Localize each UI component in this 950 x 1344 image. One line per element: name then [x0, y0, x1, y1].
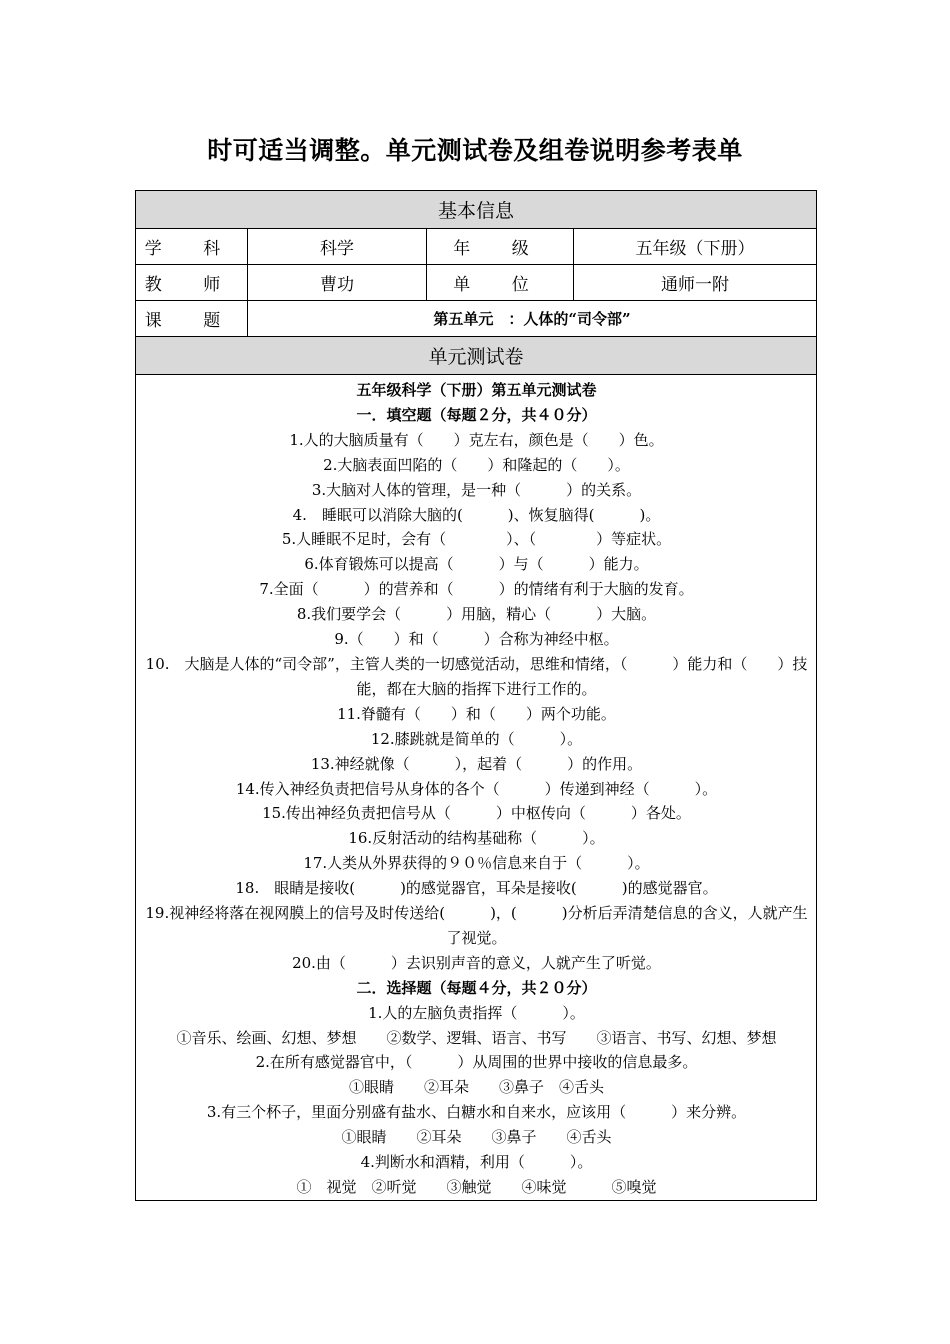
question-line: 16.反射活动的结构基础称（ ）。: [348, 829, 605, 848]
question-line: 10. 大脑是人体的“司令部”，主管人类的一切感觉活动，思维和情绪，（ ）能力和（ ）技能，都在大脑的指挥下进行工作的。: [145, 654, 808, 698]
question-line: 6.体育锻炼可以提高（ ）与（ ）能力。: [304, 555, 649, 574]
question-line: 4.判断水和酒精，利用（ ）。: [360, 1153, 593, 1172]
question-line: 15.传出神经负责把信号从（ ）中枢传向（ ）各处。: [262, 804, 691, 823]
subject-label: 学 科: [144, 239, 239, 259]
question-line: 8.我们要学会（ ）用脑，精心（ ）大脑。: [296, 605, 657, 624]
question-line: 13.神经就像（ ），起着（ ）的作用。: [310, 754, 643, 773]
question-line: 4. 睡眠可以消除大脑的( )、恢复脑得( )。: [292, 505, 661, 524]
question-line: 2.在所有感觉器官中，（ ）从周围的世界中接收的信息最多。: [255, 1053, 698, 1072]
fill-question-list: [145, 428, 808, 976]
reference-form-table: [135, 190, 817, 1201]
grade-value: 五年级（下册）: [574, 229, 817, 265]
basic-info-header: 基本信息: [136, 191, 817, 229]
question-line: 11.脊髓有（ ）和（ ）两个功能。: [337, 704, 616, 723]
section-fill-in: 一．填空题（每题２分，共４０分）: [356, 405, 597, 424]
teacher-value: 曹功: [248, 265, 427, 301]
test-paper-body: [136, 375, 816, 1200]
grade-label: 年 级: [453, 239, 547, 259]
teacher-label: 教 师: [144, 275, 239, 295]
topic-value: 第五单元 ：人体的“司令部”: [248, 301, 817, 337]
question-line: 17.人类从外界获得的９０％信息来自于（ ）。: [303, 854, 650, 873]
question-line: 19.视神经将落在视网膜上的信号及时传送给( )，( )分析后弄清楚信息的含义，人就产生了视觉。: [145, 904, 808, 947]
unit-label: 单 位: [453, 275, 547, 295]
unit-value: 通师一附: [574, 265, 817, 301]
question-line: 9.（ ）和（ ）合称为神经中枢。: [334, 630, 619, 649]
question-line: 5.人睡眠不足时，会有（ ）、（ ）等症状。: [281, 530, 672, 549]
unit-test-header: 单元测试卷: [136, 337, 817, 375]
question-line: ①眼睛 ②耳朵 ③鼻子 ④舌头: [341, 1128, 612, 1147]
question-line: 12.膝跳就是简单的（ ）。: [370, 729, 583, 748]
page-title: 时可适当调整。单元测试卷及组卷说明参考表单: [207, 136, 743, 165]
question-line: 3.大脑对人体的管理，是一种（ ）的关系。: [311, 480, 642, 499]
question-line: 3.有三个杯子，里面分别盛有盐水、白糖水和自来水，应该用（ ）来分辨。: [206, 1103, 747, 1122]
subject-value: 科学: [248, 229, 427, 265]
question-line: 2.大脑表面凹陷的（ ）和隆起的（ ）。: [323, 455, 630, 474]
question-line: 20.由（ ）去识别声音的意义，人就产生了听觉。: [292, 953, 661, 972]
section-choice: 二．选择题（每题４分，共２０分）: [356, 978, 597, 997]
paper-title: 五年级科学（下册）第五单元测试卷: [356, 381, 597, 399]
question-line: 1.人的大脑质量有（ ）克左右，颜色是（ ）色。: [289, 430, 664, 449]
question-line: 18. 眼睛是接收( )的感觉器官，耳朵是接收( )的感觉器官。: [235, 879, 718, 898]
question-line: 7.全面（ ）的营养和（ ）的情绪有利于大脑的发育。: [259, 580, 694, 599]
question-line: ①眼睛 ②耳朵 ③鼻子 ④舌头: [349, 1078, 605, 1097]
topic-label: 课 题: [144, 311, 239, 331]
question-line: 14.传入神经负责把信号从身体的各个（ ）传递到神经（ ）。: [235, 779, 718, 798]
question-line: 1.人的左脑负责指挥（ ）。: [368, 1003, 585, 1022]
question-line: ①音乐、绘画、幻想、梦想 ②数学、逻辑、语言、书写 ③语言、书写、幻想、梦想: [176, 1028, 777, 1047]
question-line: ① 视觉 ②听觉 ③触觉 ④味觉 ⑤嗅觉: [296, 1178, 657, 1196]
choice-question-list: [145, 1001, 808, 1200]
